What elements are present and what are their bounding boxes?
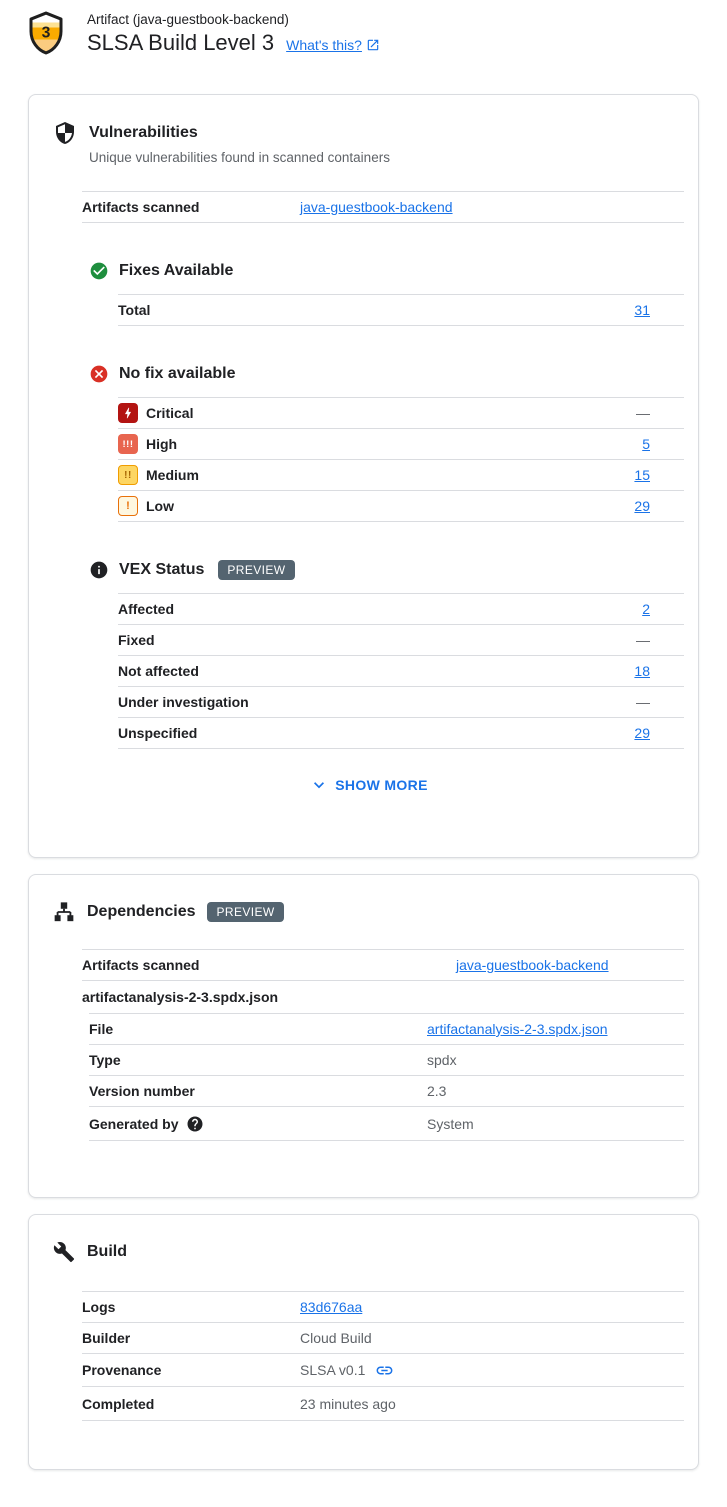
check-circle-icon <box>89 261 109 281</box>
table-row <box>118 656 684 687</box>
header-text <box>87 10 380 56</box>
table-row <box>118 429 684 460</box>
affected-count-link[interactable]: 2 <box>642 601 650 617</box>
show-more-button[interactable] <box>299 769 438 801</box>
chevron-down-icon <box>309 775 329 795</box>
vex-status-table <box>118 593 684 749</box>
row-label: Generated by <box>89 1115 179 1132</box>
row-value: 2.3 <box>427 1083 447 1099</box>
svg-text:3: 3 <box>41 24 51 42</box>
row-label: Affected <box>118 601 175 617</box>
low-count-link[interactable]: 29 <box>634 498 650 514</box>
page-header <box>0 0 727 61</box>
fixes-available-table <box>118 294 684 326</box>
dependencies-card <box>28 874 699 1198</box>
whats-this-label: What's this? <box>286 37 362 53</box>
critical-severity-icon <box>118 403 138 423</box>
artifacts-scanned-link[interactable]: java-guestbook-backend <box>300 199 453 215</box>
unspecified-count-link[interactable]: 29 <box>634 725 650 741</box>
row-label: Version number <box>89 1083 195 1099</box>
show-more-label: SHOW MORE <box>335 777 428 793</box>
section-title: VEX Status <box>119 561 205 578</box>
sbom-detail-table <box>89 1013 684 1141</box>
card-subtitle: Unique vulnerabilities found in scanned containers <box>89 150 390 165</box>
whats-this-link[interactable] <box>286 37 380 53</box>
high-severity-icon: !!! <box>118 434 138 454</box>
row-label: High <box>146 436 178 452</box>
preview-badge: PREVIEW <box>207 902 283 922</box>
table-row <box>118 398 684 429</box>
section-title: Fixes Available <box>119 262 234 279</box>
row-label: Under investigation <box>118 694 249 710</box>
table-row <box>82 1323 684 1354</box>
table-row <box>118 491 684 522</box>
help-icon[interactable] <box>186 1115 204 1133</box>
row-label: Medium <box>146 467 199 483</box>
table-row <box>118 625 684 656</box>
build-card <box>28 1214 699 1470</box>
artifacts-scanned-table <box>82 191 684 223</box>
fixes-available-section <box>82 261 684 326</box>
row-label: Artifacts scanned <box>82 957 200 973</box>
table-row <box>89 1014 684 1045</box>
total-count-link[interactable]: 31 <box>634 302 650 318</box>
vulnerabilities-card <box>28 94 699 858</box>
card-title: Dependencies <box>87 903 196 920</box>
vex-status-section <box>82 560 684 749</box>
row-label: Builder <box>82 1330 131 1346</box>
row-value: — <box>636 405 650 421</box>
external-link-icon <box>366 38 380 52</box>
info-icon <box>89 560 109 580</box>
sbom-file-link[interactable]: artifactanalysis-2-3.spdx.json <box>427 1021 608 1037</box>
not-affected-count-link[interactable]: 18 <box>634 663 650 679</box>
table-row <box>89 1107 684 1141</box>
row-label: Logs <box>82 1299 116 1315</box>
table-row <box>118 295 684 326</box>
high-count-link[interactable]: 5 <box>642 436 650 452</box>
table-row <box>118 460 684 491</box>
row-value: — <box>636 632 650 648</box>
row-value: 23 minutes ago <box>300 1395 396 1412</box>
medium-severity-icon: !! <box>118 465 138 485</box>
preview-badge: PREVIEW <box>218 560 294 580</box>
provenance-link-icon[interactable] <box>375 1361 394 1380</box>
build-logs-link[interactable]: 83d676aa <box>300 1299 363 1315</box>
security-shield-icon <box>53 121 77 145</box>
artifacts-scanned-link[interactable]: java-guestbook-backend <box>456 957 609 973</box>
row-value: System <box>427 1115 474 1132</box>
no-fix-table <box>118 397 684 522</box>
row-value: — <box>636 694 650 710</box>
table-row <box>82 1354 684 1387</box>
table-row <box>89 1076 684 1107</box>
artifact-label: Artifact (java-guestbook-backend) <box>87 12 289 27</box>
row-value: spdx <box>427 1052 457 1068</box>
cancel-circle-icon <box>89 364 109 384</box>
dependency-tree-icon <box>53 901 75 923</box>
row-label: Provenance <box>82 1362 162 1378</box>
row-label: Total <box>118 302 151 318</box>
medium-count-link[interactable]: 15 <box>634 467 650 483</box>
row-label: Critical <box>146 405 194 421</box>
slsa-level-shield-icon <box>28 10 64 61</box>
card-title: Build <box>87 1243 127 1260</box>
section-title: No fix available <box>119 365 236 382</box>
row-value: Cloud Build <box>300 1330 372 1346</box>
build-table <box>82 1291 684 1421</box>
row-label: Completed <box>82 1395 155 1412</box>
table-row <box>89 1045 684 1076</box>
row-label: Fixed <box>118 632 155 648</box>
table-row <box>118 718 684 749</box>
wrench-icon <box>53 1241 75 1263</box>
row-label: Not affected <box>118 663 199 679</box>
row-label: Unspecified <box>118 725 198 741</box>
row-label: Artifacts scanned <box>82 199 200 215</box>
table-row <box>82 1292 684 1323</box>
table-row <box>118 594 684 625</box>
dependencies-table <box>82 949 684 1013</box>
row-label: File <box>89 1021 114 1037</box>
row-label: Type <box>89 1052 121 1068</box>
table-row <box>82 1387 684 1421</box>
low-severity-icon: ! <box>118 496 138 516</box>
row-label: Low <box>146 498 174 514</box>
row-value: SLSA v0.1 <box>300 1362 366 1378</box>
no-fix-section <box>82 364 684 522</box>
table-row <box>118 687 684 718</box>
table-row <box>82 950 684 981</box>
sbom-file-group-title: artifactanalysis-2-3.spdx.json <box>82 989 279 1005</box>
page-title: SLSA Build Level 3 <box>87 30 275 55</box>
card-title: Vulnerabilities <box>89 124 198 141</box>
table-row <box>82 192 684 223</box>
